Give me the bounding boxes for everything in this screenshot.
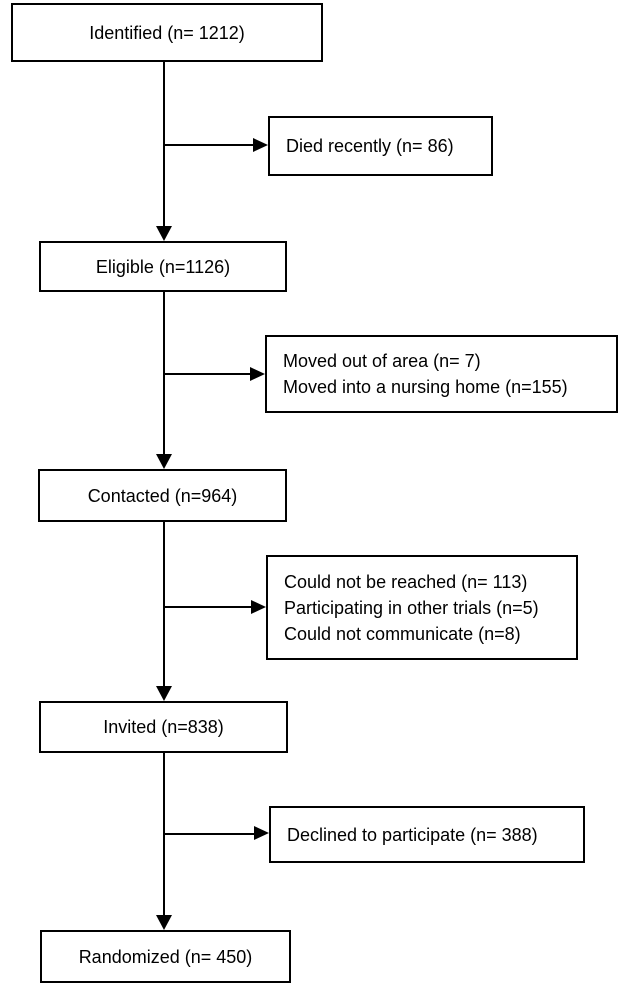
box-not-reached-line-3: Could not communicate (n=8): [284, 623, 521, 644]
box-died-recently: [268, 116, 493, 176]
box-declined-line: Declined to participate (n= 388): [287, 824, 538, 845]
box-eligible-label: Eligible (n=1126): [95, 256, 231, 277]
box-invited: [39, 701, 288, 753]
box-randomized-label: Randomized (n= 450): [78, 946, 253, 967]
box-randomized: [40, 930, 291, 983]
box-not-reached-line-2: Participating in other trials (n=5): [284, 597, 539, 618]
connector-contacted-to-invited: [163, 522, 165, 686]
box-not-reached: [266, 555, 578, 660]
arrow-down-icon: [156, 226, 172, 241]
box-eligible: [39, 241, 287, 292]
connector-to-not-reached: [164, 606, 251, 608]
box-identified: [11, 3, 323, 62]
box-moved-away-line-1: Moved out of area (n= 7): [283, 351, 481, 371]
box-moved-away-line-2: Moved into a nursing home (n=155): [283, 377, 568, 397]
box-not-reached-line-1: Could not be reached (n= 113): [284, 571, 528, 592]
arrow-down-icon: [156, 686, 172, 701]
connector-to-declined: [164, 833, 254, 835]
box-died-recently-line: Died recently (n= 86): [286, 136, 454, 156]
arrow-right-icon: [250, 367, 265, 381]
arrow-right-icon: [251, 600, 266, 614]
arrow-right-icon: [253, 138, 268, 152]
box-invited-label: Invited (n=838): [103, 717, 224, 737]
arrow-right-icon: [254, 826, 269, 840]
box-declined: [269, 806, 585, 863]
arrow-down-icon: [156, 915, 172, 930]
box-contacted: [38, 469, 287, 522]
connector-to-died-recently: [164, 144, 253, 146]
box-contacted-label: Contacted (n=964): [87, 485, 238, 506]
box-identified-label: Identified (n= 1212): [89, 22, 245, 43]
box-moved-away: [265, 335, 618, 413]
connector-to-moved-away: [164, 373, 250, 375]
arrow-down-icon: [156, 454, 172, 469]
